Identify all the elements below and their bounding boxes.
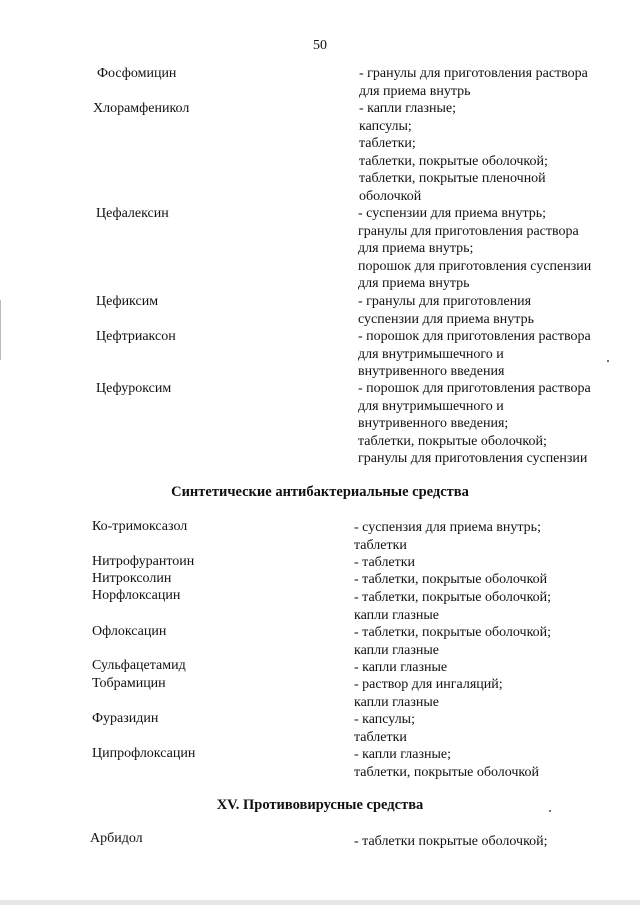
drug-name: Ципрофлоксацин [92,746,196,761]
drug-forms [358,205,591,293]
form-line: внутривенного введения; [358,416,509,431]
page-number: 50 [313,38,327,53]
drug-name: Цефтриаксон [96,329,176,344]
form-line: - капсулы; [354,712,415,727]
drug-forms [354,589,551,624]
drug-name: Норфлоксацин [92,588,181,603]
drug-name: Арбидол [90,831,143,846]
form-line: капли глазные [354,694,439,710]
form-line: гранулы для приготовления суспензии [358,451,588,466]
form-line: таблетки, покрытые оболочкой; [359,153,548,169]
form-line: - таблетки [354,555,416,570]
drug-name: Фуразидин [92,711,159,726]
form-line: оболочкой [359,188,422,204]
drug-name: Нитрофурантоин [92,554,195,569]
form-line: внутривенного введения [358,364,505,379]
form-line: капли глазные [354,642,439,658]
form-line: гранулы для приготовления раствора [358,223,579,239]
drug-name: Офлоксацин [92,624,167,639]
drug-forms [359,100,548,205]
drug-forms [358,380,591,468]
form-line: таблетки, покрытые пленочной [359,171,546,186]
drug-forms [354,571,547,589]
drug-name: Сульфацетамид [92,658,186,673]
section-heading: XV. Противовирусные средства [216,797,424,813]
form-line: для внутримышечного и [358,398,504,414]
drug-name: Фосфомицин [97,66,177,81]
form-line: - таблетки, покрытые оболочкой; [354,625,552,640]
form-line: - раствор для ингаляций; [354,677,503,692]
form-line: суспензии для приема внутрь [358,311,534,327]
form-line: таблетки, покрытые оболочкой; [358,433,547,449]
drug-forms [354,711,415,746]
drug-forms [354,746,539,781]
drug-name: Цефалексин [96,206,169,221]
form-line: - суспензии для приема внутрь; [358,206,547,221]
form-line: - таблетки покрытые оболочкой; [354,834,548,849]
drug-name: Хлорамфеникол [93,101,190,116]
form-line: - капли глазные; [354,747,452,762]
drug-name: Цефуроксим [96,381,172,396]
form-line: - порошок для приготовления раствора [358,381,591,396]
form-line: - порошок для приготовления раствора [358,329,591,344]
form-line: капсулы; [359,118,412,134]
form-line: для приема внутрь; [358,241,474,256]
form-line: для приема внутрь [358,276,470,291]
scan-edge-mark [0,300,1,360]
form-line: - суспензия для приема внутрь; [354,520,541,535]
form-line: капли глазные [354,607,439,623]
form-line: - таблетки, покрытые оболочкой [354,572,548,587]
form-line: таблетки [354,729,407,745]
form-line: - гранулы для приготовления раствора [359,66,588,81]
drug-name: Цефиксим [96,294,159,309]
form-line: таблетки, покрытые оболочкой [354,764,540,780]
drug-forms [359,65,588,100]
form-line: таблетки; [359,136,416,151]
drug-forms [358,293,534,328]
drug-forms [354,833,548,851]
drug-forms [354,624,551,659]
drug-name: Тобрамицин [92,676,166,691]
scan-speck [549,810,551,812]
drug-forms [354,519,541,554]
form-line: порошок для приготовления суспензии [358,258,592,274]
section-heading: Синтетические антибактериальные средства [171,484,469,500]
scan-speck [607,360,609,362]
form-line: для приема внутрь [359,83,471,99]
drug-name: Нитроксолин [92,571,172,586]
form-line: - гранулы для приготовления [358,294,532,309]
form-line: для внутримышечного и [358,346,504,362]
drug-forms [354,659,447,677]
form-line: - капли глазные [354,660,448,675]
drug-forms [354,676,503,711]
drug-name: Ко-тримоксазол [92,519,188,534]
form-line: - таблетки, покрытые оболочкой; [354,590,552,605]
drug-forms [358,328,591,381]
drug-forms [354,554,415,572]
form-line: - капли глазные; [359,101,457,116]
form-line: таблетки [354,537,407,553]
scan-bottom-edge [0,900,640,905]
